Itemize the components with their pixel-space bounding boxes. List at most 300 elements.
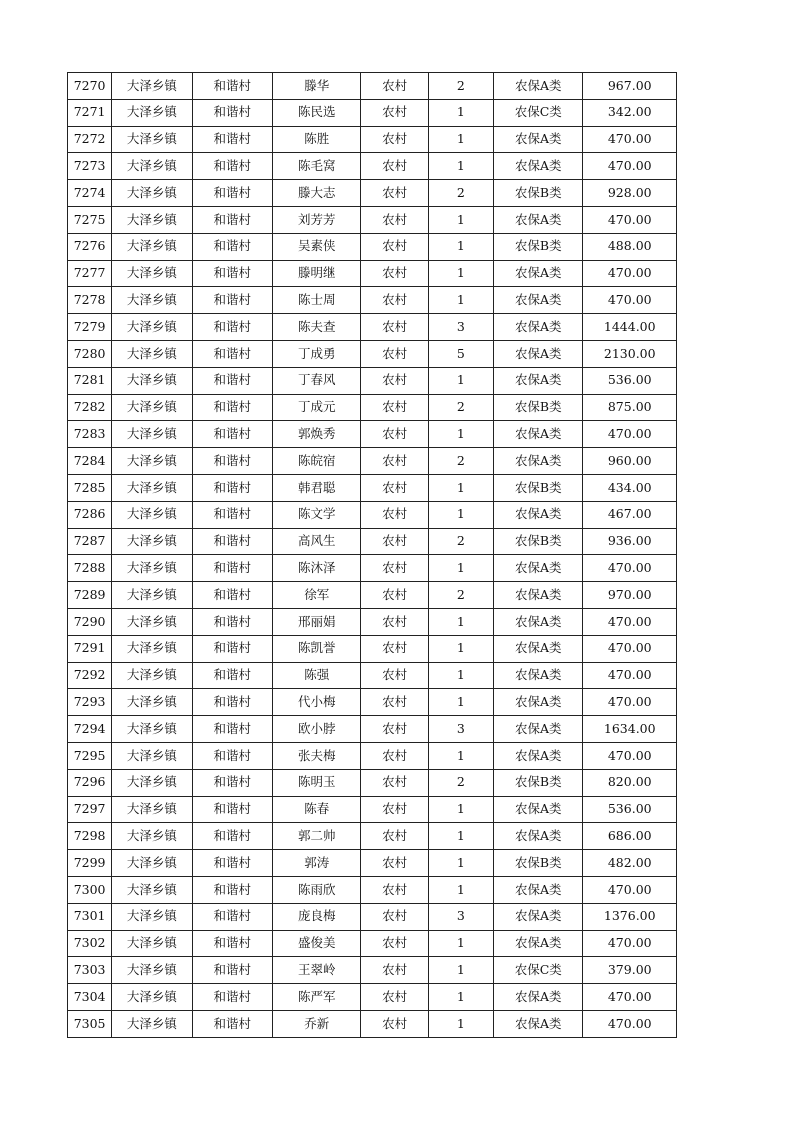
township-cell: 大泽乡镇: [112, 823, 192, 850]
amount-cell: 467.00: [583, 501, 677, 528]
member-count-cell: 1: [428, 796, 493, 823]
name-cell: 滕大志: [272, 180, 360, 207]
household-type-cell: 农村: [361, 501, 428, 528]
serial-number-cell: 7299: [68, 850, 112, 877]
village-cell: 和谐村: [192, 501, 272, 528]
name-cell: 陈明玉: [272, 769, 360, 796]
village-cell: 和谐村: [192, 180, 272, 207]
amount-cell: 820.00: [583, 769, 677, 796]
township-cell: 大泽乡镇: [112, 608, 192, 635]
name-cell: 徐军: [272, 582, 360, 609]
serial-number-cell: 7270: [68, 73, 112, 100]
table-row: [68, 742, 677, 769]
serial-number-cell: 7280: [68, 340, 112, 367]
village-cell: 和谐村: [192, 394, 272, 421]
serial-number-cell: 7282: [68, 394, 112, 421]
amount-cell: 470.00: [583, 153, 677, 180]
household-type-cell: 农村: [361, 260, 428, 287]
village-cell: 和谐村: [192, 206, 272, 233]
serial-number-cell: 7277: [68, 260, 112, 287]
name-cell: 韩君聪: [272, 474, 360, 501]
member-count-cell: 3: [428, 716, 493, 743]
amount-cell: 536.00: [583, 796, 677, 823]
amount-cell: 470.00: [583, 260, 677, 287]
household-type-cell: 农村: [361, 1010, 428, 1037]
category-cell: 农保A类: [494, 153, 583, 180]
amount-cell: 936.00: [583, 528, 677, 555]
table-row: [68, 850, 677, 877]
table-row: [68, 260, 677, 287]
township-cell: 大泽乡镇: [112, 340, 192, 367]
table-row: [68, 1010, 677, 1037]
household-type-cell: 农村: [361, 582, 428, 609]
name-cell: 陈沐泽: [272, 555, 360, 582]
category-cell: 农保B类: [494, 528, 583, 555]
category-cell: 农保B类: [494, 850, 583, 877]
table-row: [68, 180, 677, 207]
amount-cell: 434.00: [583, 474, 677, 501]
amount-cell: 1444.00: [583, 314, 677, 341]
category-cell: 农保A类: [494, 716, 583, 743]
household-type-cell: 农村: [361, 689, 428, 716]
member-count-cell: 1: [428, 206, 493, 233]
village-cell: 和谐村: [192, 448, 272, 475]
member-count-cell: 1: [428, 742, 493, 769]
household-type-cell: 农村: [361, 421, 428, 448]
amount-cell: 470.00: [583, 206, 677, 233]
serial-number-cell: 7288: [68, 555, 112, 582]
township-cell: 大泽乡镇: [112, 903, 192, 930]
village-cell: 和谐村: [192, 876, 272, 903]
category-cell: 农保A类: [494, 260, 583, 287]
table-row: [68, 555, 677, 582]
category-cell: 农保A类: [494, 367, 583, 394]
township-cell: 大泽乡镇: [112, 555, 192, 582]
table-row: [68, 367, 677, 394]
category-cell: 农保A类: [494, 448, 583, 475]
name-cell: 郭焕秀: [272, 421, 360, 448]
category-cell: 农保A类: [494, 126, 583, 153]
table-row: [68, 582, 677, 609]
table-row: [68, 126, 677, 153]
village-cell: 和谐村: [192, 689, 272, 716]
category-cell: 农保C类: [494, 957, 583, 984]
village-cell: 和谐村: [192, 903, 272, 930]
township-cell: 大泽乡镇: [112, 367, 192, 394]
village-cell: 和谐村: [192, 930, 272, 957]
member-count-cell: 1: [428, 367, 493, 394]
household-type-cell: 农村: [361, 742, 428, 769]
category-cell: 农保A类: [494, 501, 583, 528]
member-count-cell: 1: [428, 555, 493, 582]
amount-cell: 488.00: [583, 233, 677, 260]
name-cell: 郭涛: [272, 850, 360, 877]
amount-cell: 470.00: [583, 555, 677, 582]
name-cell: 庞良梅: [272, 903, 360, 930]
name-cell: 丁成元: [272, 394, 360, 421]
village-cell: 和谐村: [192, 287, 272, 314]
village-cell: 和谐村: [192, 153, 272, 180]
category-cell: 农保B类: [494, 180, 583, 207]
table-row: [68, 823, 677, 850]
name-cell: 邢丽娟: [272, 608, 360, 635]
township-cell: 大泽乡镇: [112, 635, 192, 662]
village-cell: 和谐村: [192, 314, 272, 341]
village-cell: 和谐村: [192, 850, 272, 877]
category-cell: 农保A类: [494, 742, 583, 769]
serial-number-cell: 7302: [68, 930, 112, 957]
township-cell: 大泽乡镇: [112, 850, 192, 877]
village-cell: 和谐村: [192, 367, 272, 394]
category-cell: 农保A类: [494, 930, 583, 957]
amount-cell: 482.00: [583, 850, 677, 877]
table-row: [68, 984, 677, 1011]
township-cell: 大泽乡镇: [112, 394, 192, 421]
household-type-cell: 农村: [361, 448, 428, 475]
serial-number-cell: 7287: [68, 528, 112, 555]
household-type-cell: 农村: [361, 233, 428, 260]
table-row: [68, 287, 677, 314]
category-cell: 农保C类: [494, 99, 583, 126]
serial-number-cell: 7305: [68, 1010, 112, 1037]
serial-number-cell: 7285: [68, 474, 112, 501]
name-cell: 陈严军: [272, 984, 360, 1011]
member-count-cell: 1: [428, 984, 493, 1011]
amount-cell: 686.00: [583, 823, 677, 850]
serial-number-cell: 7276: [68, 233, 112, 260]
member-count-cell: 5: [428, 340, 493, 367]
household-type-cell: 农村: [361, 796, 428, 823]
township-cell: 大泽乡镇: [112, 689, 192, 716]
household-type-cell: 农村: [361, 823, 428, 850]
township-cell: 大泽乡镇: [112, 153, 192, 180]
village-cell: 和谐村: [192, 474, 272, 501]
member-count-cell: 2: [428, 582, 493, 609]
household-type-cell: 农村: [361, 555, 428, 582]
category-cell: 农保A类: [494, 796, 583, 823]
amount-cell: 2130.00: [583, 340, 677, 367]
category-cell: 农保A类: [494, 582, 583, 609]
household-type-cell: 农村: [361, 716, 428, 743]
serial-number-cell: 7273: [68, 153, 112, 180]
name-cell: 陈强: [272, 662, 360, 689]
serial-number-cell: 7272: [68, 126, 112, 153]
amount-cell: 470.00: [583, 287, 677, 314]
amount-cell: 470.00: [583, 662, 677, 689]
member-count-cell: 3: [428, 314, 493, 341]
township-cell: 大泽乡镇: [112, 662, 192, 689]
household-type-cell: 农村: [361, 957, 428, 984]
amount-cell: 875.00: [583, 394, 677, 421]
member-count-cell: 1: [428, 876, 493, 903]
table-row: [68, 153, 677, 180]
township-cell: 大泽乡镇: [112, 796, 192, 823]
table-row: [68, 796, 677, 823]
village-cell: 和谐村: [192, 1010, 272, 1037]
township-cell: 大泽乡镇: [112, 421, 192, 448]
township-cell: 大泽乡镇: [112, 474, 192, 501]
village-cell: 和谐村: [192, 340, 272, 367]
member-count-cell: 1: [428, 287, 493, 314]
township-cell: 大泽乡镇: [112, 769, 192, 796]
member-count-cell: 1: [428, 474, 493, 501]
category-cell: 农保A类: [494, 340, 583, 367]
amount-cell: 967.00: [583, 73, 677, 100]
table-row: [68, 233, 677, 260]
member-count-cell: 1: [428, 233, 493, 260]
serial-number-cell: 7295: [68, 742, 112, 769]
category-cell: 农保B类: [494, 474, 583, 501]
township-cell: 大泽乡镇: [112, 501, 192, 528]
table-row: [68, 99, 677, 126]
amount-cell: 470.00: [583, 421, 677, 448]
name-cell: 高风生: [272, 528, 360, 555]
township-cell: 大泽乡镇: [112, 582, 192, 609]
serial-number-cell: 7291: [68, 635, 112, 662]
category-cell: 农保A类: [494, 73, 583, 100]
township-cell: 大泽乡镇: [112, 287, 192, 314]
village-cell: 和谐村: [192, 528, 272, 555]
township-cell: 大泽乡镇: [112, 260, 192, 287]
category-cell: 农保A类: [494, 555, 583, 582]
name-cell: 陈民选: [272, 99, 360, 126]
amount-cell: 342.00: [583, 99, 677, 126]
name-cell: 王翠岭: [272, 957, 360, 984]
township-cell: 大泽乡镇: [112, 448, 192, 475]
category-cell: 农保A类: [494, 608, 583, 635]
village-cell: 和谐村: [192, 73, 272, 100]
member-count-cell: 1: [428, 850, 493, 877]
table-row: [68, 474, 677, 501]
township-cell: 大泽乡镇: [112, 126, 192, 153]
village-cell: 和谐村: [192, 555, 272, 582]
name-cell: 陈春: [272, 796, 360, 823]
amount-cell: 470.00: [583, 689, 677, 716]
amount-cell: 928.00: [583, 180, 677, 207]
township-cell: 大泽乡镇: [112, 716, 192, 743]
name-cell: 丁成勇: [272, 340, 360, 367]
member-count-cell: 2: [428, 769, 493, 796]
table-row: [68, 501, 677, 528]
category-cell: 农保A类: [494, 635, 583, 662]
township-cell: 大泽乡镇: [112, 233, 192, 260]
member-count-cell: 1: [428, 930, 493, 957]
household-type-cell: 农村: [361, 340, 428, 367]
table-row: [68, 608, 677, 635]
member-count-cell: 1: [428, 635, 493, 662]
category-cell: 农保A类: [494, 314, 583, 341]
name-cell: 欧小脖: [272, 716, 360, 743]
category-cell: 农保A类: [494, 823, 583, 850]
serial-number-cell: 7286: [68, 501, 112, 528]
village-cell: 和谐村: [192, 662, 272, 689]
amount-cell: 470.00: [583, 1010, 677, 1037]
category-cell: 农保B类: [494, 769, 583, 796]
member-count-cell: 1: [428, 99, 493, 126]
table-row: [68, 689, 677, 716]
village-cell: 和谐村: [192, 957, 272, 984]
table-row: [68, 635, 677, 662]
name-cell: 张夫梅: [272, 742, 360, 769]
category-cell: 农保A类: [494, 421, 583, 448]
category-cell: 农保A类: [494, 876, 583, 903]
household-type-cell: 农村: [361, 903, 428, 930]
member-count-cell: 2: [428, 180, 493, 207]
household-type-cell: 农村: [361, 180, 428, 207]
table-row: [68, 876, 677, 903]
household-type-cell: 农村: [361, 769, 428, 796]
township-cell: 大泽乡镇: [112, 957, 192, 984]
village-cell: 和谐村: [192, 716, 272, 743]
household-type-cell: 农村: [361, 850, 428, 877]
amount-cell: 470.00: [583, 742, 677, 769]
table-row: [68, 528, 677, 555]
serial-number-cell: 7290: [68, 608, 112, 635]
household-type-cell: 农村: [361, 635, 428, 662]
member-count-cell: 1: [428, 126, 493, 153]
name-cell: 刘芳芳: [272, 206, 360, 233]
name-cell: 滕明继: [272, 260, 360, 287]
serial-number-cell: 7301: [68, 903, 112, 930]
amount-cell: 470.00: [583, 608, 677, 635]
member-count-cell: 1: [428, 823, 493, 850]
member-count-cell: 1: [428, 689, 493, 716]
member-count-cell: 1: [428, 608, 493, 635]
category-cell: 农保A类: [494, 287, 583, 314]
township-cell: 大泽乡镇: [112, 876, 192, 903]
household-type-cell: 农村: [361, 608, 428, 635]
category-cell: 农保A类: [494, 1010, 583, 1037]
township-cell: 大泽乡镇: [112, 99, 192, 126]
household-type-cell: 农村: [361, 99, 428, 126]
table-row: [68, 662, 677, 689]
village-cell: 和谐村: [192, 99, 272, 126]
table-row: [68, 340, 677, 367]
household-type-cell: 农村: [361, 206, 428, 233]
member-count-cell: 1: [428, 1010, 493, 1037]
table-row: [68, 716, 677, 743]
serial-number-cell: 7279: [68, 314, 112, 341]
serial-number-cell: 7271: [68, 99, 112, 126]
name-cell: 陈夫查: [272, 314, 360, 341]
serial-number-cell: 7297: [68, 796, 112, 823]
household-type-cell: 农村: [361, 394, 428, 421]
household-type-cell: 农村: [361, 367, 428, 394]
name-cell: 郭二帅: [272, 823, 360, 850]
village-cell: 和谐村: [192, 823, 272, 850]
serial-number-cell: 7294: [68, 716, 112, 743]
village-cell: 和谐村: [192, 608, 272, 635]
household-type-cell: 农村: [361, 153, 428, 180]
category-cell: 农保A类: [494, 689, 583, 716]
category-cell: 农保A类: [494, 662, 583, 689]
table-row: [68, 394, 677, 421]
village-cell: 和谐村: [192, 635, 272, 662]
household-type-cell: 农村: [361, 528, 428, 555]
name-cell: 滕华: [272, 73, 360, 100]
name-cell: 盛俊美: [272, 930, 360, 957]
member-count-cell: 2: [428, 394, 493, 421]
table-row: [68, 314, 677, 341]
household-type-cell: 农村: [361, 930, 428, 957]
township-cell: 大泽乡镇: [112, 984, 192, 1011]
serial-number-cell: 7274: [68, 180, 112, 207]
member-count-cell: 2: [428, 73, 493, 100]
table-row: [68, 206, 677, 233]
amount-cell: 536.00: [583, 367, 677, 394]
serial-number-cell: 7300: [68, 876, 112, 903]
table-row: [68, 448, 677, 475]
amount-cell: 1634.00: [583, 716, 677, 743]
township-cell: 大泽乡镇: [112, 314, 192, 341]
serial-number-cell: 7283: [68, 421, 112, 448]
member-count-cell: 1: [428, 421, 493, 448]
amount-cell: 379.00: [583, 957, 677, 984]
village-cell: 和谐村: [192, 233, 272, 260]
amount-cell: 970.00: [583, 582, 677, 609]
name-cell: 陈文学: [272, 501, 360, 528]
table-row: [68, 421, 677, 448]
serial-number-cell: 7296: [68, 769, 112, 796]
serial-number-cell: 7281: [68, 367, 112, 394]
amount-cell: 470.00: [583, 635, 677, 662]
village-cell: 和谐村: [192, 984, 272, 1011]
household-type-cell: 农村: [361, 984, 428, 1011]
household-type-cell: 农村: [361, 474, 428, 501]
serial-number-cell: 7275: [68, 206, 112, 233]
village-cell: 和谐村: [192, 796, 272, 823]
serial-number-cell: 7284: [68, 448, 112, 475]
serial-number-cell: 7278: [68, 287, 112, 314]
name-cell: 吴素侠: [272, 233, 360, 260]
benefit-roster-table: [67, 72, 677, 1038]
amount-cell: 470.00: [583, 126, 677, 153]
household-type-cell: 农村: [361, 876, 428, 903]
member-count-cell: 2: [428, 528, 493, 555]
table-row: [68, 957, 677, 984]
household-type-cell: 农村: [361, 126, 428, 153]
township-cell: 大泽乡镇: [112, 742, 192, 769]
township-cell: 大泽乡镇: [112, 206, 192, 233]
township-cell: 大泽乡镇: [112, 180, 192, 207]
village-cell: 和谐村: [192, 742, 272, 769]
serial-number-cell: 7304: [68, 984, 112, 1011]
member-count-cell: 1: [428, 662, 493, 689]
household-type-cell: 农村: [361, 287, 428, 314]
serial-number-cell: 7289: [68, 582, 112, 609]
member-count-cell: 2: [428, 448, 493, 475]
amount-cell: 960.00: [583, 448, 677, 475]
category-cell: 农保B类: [494, 394, 583, 421]
member-count-cell: 3: [428, 903, 493, 930]
village-cell: 和谐村: [192, 421, 272, 448]
table-row: [68, 903, 677, 930]
name-cell: 乔新: [272, 1010, 360, 1037]
member-count-cell: 1: [428, 957, 493, 984]
serial-number-cell: 7292: [68, 662, 112, 689]
member-count-cell: 1: [428, 153, 493, 180]
serial-number-cell: 7293: [68, 689, 112, 716]
category-cell: 农保A类: [494, 903, 583, 930]
serial-number-cell: 7298: [68, 823, 112, 850]
table-body: [68, 73, 677, 1038]
name-cell: 陈雨欣: [272, 876, 360, 903]
table-row: [68, 769, 677, 796]
member-count-cell: 1: [428, 501, 493, 528]
amount-cell: 1376.00: [583, 903, 677, 930]
category-cell: 农保B类: [494, 233, 583, 260]
township-cell: 大泽乡镇: [112, 528, 192, 555]
